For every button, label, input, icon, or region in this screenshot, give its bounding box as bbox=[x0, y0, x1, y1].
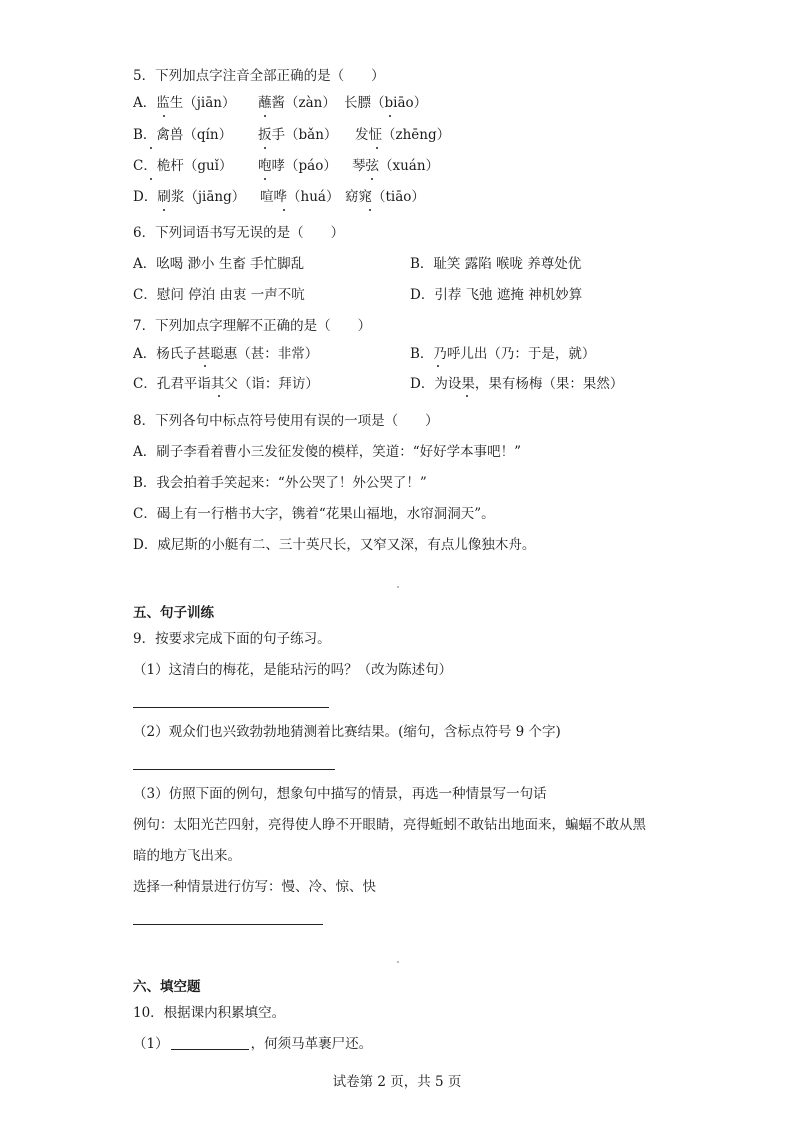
q5-option-b2: 扳手（bǎn） bbox=[258, 127, 338, 143]
q9-example-line-2: 暗的地方飞出来。 bbox=[133, 848, 241, 864]
q9-part-1: （1）这清白的梅花，是能玷污的吗？（改为陈述句） bbox=[133, 662, 453, 678]
q10-part-1 bbox=[133, 1035, 372, 1053]
q6-option-b: B．耻笑 露陷 喉咙 养尊处优 bbox=[410, 256, 582, 272]
q5-option-a1: A．监生（jiān） bbox=[133, 95, 236, 111]
emphasis-dot bbox=[283, 209, 285, 211]
q5-option-d2: 喧哗（huá） bbox=[260, 189, 340, 205]
emphasis-dot bbox=[371, 178, 373, 180]
q10-stem: 10．根据课内积累填空。 bbox=[133, 1005, 286, 1021]
answer-line[interactable] bbox=[133, 769, 335, 770]
scan-mark bbox=[397, 586, 399, 588]
emphasis-dot bbox=[264, 115, 266, 117]
emphasis-dot bbox=[218, 395, 220, 397]
emphasis-dot bbox=[150, 178, 152, 180]
q5-option-c2: 咆哮（páo） bbox=[258, 158, 337, 174]
emphasis-dot bbox=[466, 395, 468, 397]
q8-stem: 8．下列各句中标点符号使用有误的一项是（ ） bbox=[133, 413, 439, 429]
q7-stem: 7．下列加点字理解不正确的是（ ） bbox=[133, 318, 372, 334]
q5-option-a3: 长膘（biāo） bbox=[344, 95, 428, 111]
emphasis-dot bbox=[163, 115, 165, 117]
q8-option-a: A．刷子李看着曹小三发征发傻的模样，笑道：“好好学本事吧！” bbox=[133, 444, 522, 460]
q9-stem: 9．按要求完成下面的句子练习。 bbox=[133, 631, 331, 647]
q7-option-c: C．孔君平诣其父（诣：拜访） bbox=[133, 376, 319, 392]
q7-option-a: A．杨氏子甚聪惠（甚：非常） bbox=[133, 346, 319, 362]
fill-blank[interactable] bbox=[171, 1036, 249, 1050]
q6-stem: 6．下列词语书写无误的是（ ） bbox=[133, 225, 345, 241]
q9-choose: 选择一种情景进行仿写：慢、冷、惊、快 bbox=[133, 879, 376, 895]
emphasis-dot bbox=[376, 147, 378, 149]
q8-option-b: B．我会拍着手笑起来：“外公哭了！外公哭了！” bbox=[133, 475, 427, 491]
q5-option-b1: B．禽兽（qín） bbox=[133, 127, 233, 143]
q10-part-1-suffix: ，何须马革裹尸还。 bbox=[250, 1036, 373, 1052]
q5-stem: 5．下列加点字注音全部正确的是（ ） bbox=[133, 68, 385, 84]
emphasis-dot bbox=[264, 178, 266, 180]
q6-option-a: A．吆喝 渺小 生畜 手忙脚乱 bbox=[133, 256, 305, 272]
q5-option-c3: 琴弦（xuán） bbox=[352, 158, 440, 174]
q5-option-d1: D．刷浆（jiāng） bbox=[133, 189, 246, 205]
q5-option-c1: C．桅杆（guǐ） bbox=[133, 158, 233, 174]
q7-option-b: B．乃呼儿出（乃：于是，就） bbox=[410, 346, 596, 362]
q5-option-a2: 蘸酱（zàn） bbox=[258, 95, 336, 111]
q7-option-d: D．为设果，果有杨梅（果：果然） bbox=[410, 376, 624, 392]
emphasis-dot bbox=[389, 115, 391, 117]
q5-option-b3: 发怔（zhēng） bbox=[355, 127, 451, 143]
q9-example-line-1: 例句：太阳光芒四射，亮得使人睁不开眼睛，亮得蚯蚓不敢钻出地面来，蝙蝠不敢从黑 bbox=[133, 817, 646, 833]
q8-option-c: C．碣上有一行楷书大字，镌着“花果山福地，水帘洞洞天”。 bbox=[133, 506, 495, 522]
q8-option-d: D．威尼斯的小艇有二、三十英尺长，又窄又深，有点儿像独木舟。 bbox=[133, 537, 536, 553]
q9-part-3: （3）仿照下面的例句，想象句中描写的情景，再选一种情景写一句话 bbox=[133, 786, 547, 802]
emphasis-dot bbox=[437, 365, 439, 367]
emphasis-dot bbox=[264, 147, 266, 149]
q6-option-c: C．慰问 停泊 由衷 一声不吭 bbox=[133, 287, 305, 303]
emphasis-dot bbox=[150, 147, 152, 149]
q5-option-d3: 窈窕（tiāo） bbox=[345, 189, 425, 205]
answer-line[interactable] bbox=[133, 707, 329, 708]
section-title-6: 六、填空题 bbox=[133, 979, 201, 995]
section-title-5: 五、句子训练 bbox=[133, 605, 214, 621]
emphasis-dot bbox=[163, 209, 165, 211]
answer-line[interactable] bbox=[133, 924, 323, 925]
emphasis-dot bbox=[204, 365, 206, 367]
q6-option-d: D．引荐 飞弛 遮掩 神机妙算 bbox=[410, 287, 583, 303]
q9-part-2: （2）观众们也兴致勃勃地猜测着比赛结果。(缩句，含标点符号 9 个字) bbox=[133, 724, 561, 740]
emphasis-dot bbox=[369, 209, 371, 211]
page-footer: 试卷第 2 页，共 5 页 bbox=[332, 1074, 462, 1090]
scan-mark bbox=[397, 961, 399, 963]
q10-part-1-prefix: （1） bbox=[133, 1036, 169, 1052]
